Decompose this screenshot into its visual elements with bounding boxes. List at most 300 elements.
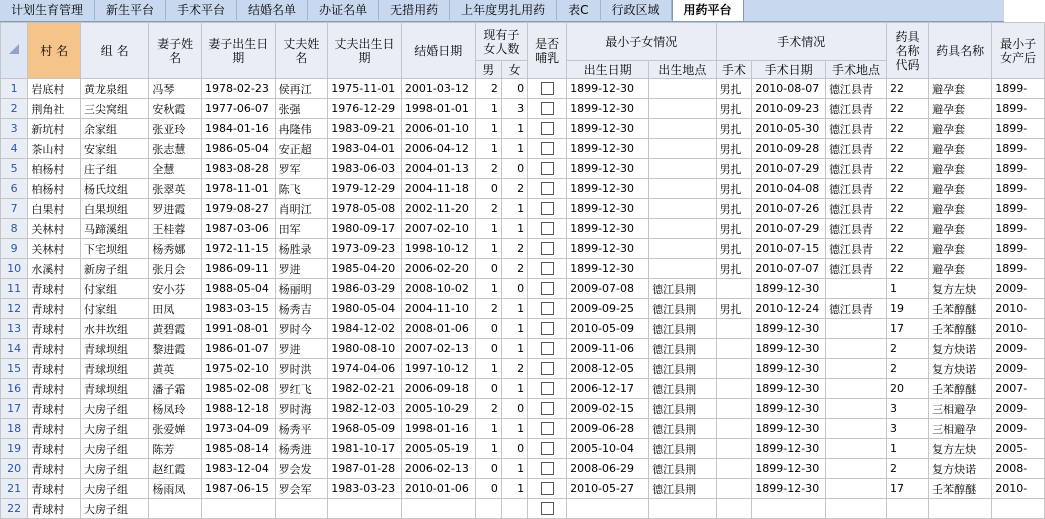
surgery-type-cell[interactable] <box>716 319 752 339</box>
drug-code-cell[interactable]: 22 <box>887 139 929 159</box>
drug-name-cell[interactable]: 壬苯醇醚 <box>929 479 992 499</box>
row-number[interactable]: 10 <box>1 259 28 279</box>
header-wife-name[interactable]: 妻子姓名 <box>149 23 202 79</box>
marry-date-cell[interactable]: 2001-03-12 <box>401 79 475 99</box>
surgery-type-cell[interactable]: 男扎 <box>716 219 752 239</box>
male-count-cell[interactable]: 2 <box>475 79 501 99</box>
birth-date-cell[interactable]: 1899-12-30 <box>567 239 649 259</box>
surgery-type-cell[interactable] <box>716 279 752 299</box>
surgery-place-cell[interactable]: 德江县青 <box>825 239 886 259</box>
last-col-cell[interactable]: 1899- <box>992 99 1045 119</box>
header-children[interactable]: 现有子女人数 <box>475 23 528 61</box>
wife-name-cell[interactable]: 安小芬 <box>149 279 202 299</box>
birth-date-cell[interactable]: 1899-12-30 <box>567 79 649 99</box>
surgery-date-cell[interactable]: 1899-12-30 <box>752 479 826 499</box>
checkbox-icon[interactable] <box>541 182 554 195</box>
row-number[interactable]: 15 <box>1 359 28 379</box>
group-cell[interactable]: 大房子组 <box>80 479 148 499</box>
village-cell[interactable]: 水溪村 <box>28 259 81 279</box>
female-count-cell[interactable]: 1 <box>501 219 527 239</box>
wife-name-cell[interactable]: 杨雨凤 <box>149 479 202 499</box>
female-count-cell[interactable]: 2 <box>501 179 527 199</box>
drug-name-cell[interactable]: 避孕套 <box>929 259 992 279</box>
wife-name-cell[interactable]: 杨凤玲 <box>149 399 202 419</box>
drug-code-cell[interactable]: 19 <box>887 299 929 319</box>
last-col-cell[interactable]: 1899- <box>992 199 1045 219</box>
tab-7[interactable]: 表C <box>557 0 600 20</box>
village-cell[interactable]: 茶山村 <box>28 139 81 159</box>
marry-date-cell[interactable]: 2007-02-13 <box>401 339 475 359</box>
header-drug-name[interactable]: 药具名称 <box>929 23 992 79</box>
birth-place-cell[interactable] <box>649 219 716 239</box>
checkbox-icon[interactable] <box>541 422 554 435</box>
female-count-cell[interactable]: 1 <box>501 299 527 319</box>
surgery-type-cell[interactable]: 男扎 <box>716 119 752 139</box>
birth-place-cell[interactable] <box>649 139 716 159</box>
surgery-type-cell[interactable] <box>716 359 752 379</box>
surgery-place-cell[interactable] <box>825 499 886 519</box>
last-col-cell[interactable]: 2010- <box>992 319 1045 339</box>
village-cell[interactable]: 青球村 <box>28 379 81 399</box>
birth-place-cell[interactable]: 德江县荆 <box>649 359 716 379</box>
male-count-cell[interactable]: 1 <box>475 219 501 239</box>
drug-code-cell[interactable]: 22 <box>887 199 929 219</box>
breastfeed-checkbox[interactable] <box>528 319 567 339</box>
birth-date-cell[interactable]: 2009-07-08 <box>567 279 649 299</box>
group-cell[interactable]: 青球坝组 <box>80 339 148 359</box>
birth-date-cell[interactable]: 2009-09-25 <box>567 299 649 319</box>
drug-name-cell[interactable]: 避孕套 <box>929 99 992 119</box>
marry-date-cell[interactable]: 1998-01-01 <box>401 99 475 119</box>
marry-date-cell[interactable]: 2004-11-18 <box>401 179 475 199</box>
row-number[interactable]: 6 <box>1 179 28 199</box>
table-row[interactable] <box>1 419 1045 439</box>
surgery-date-cell[interactable]: 2010-04-08 <box>752 179 826 199</box>
wife-name-cell[interactable]: 张亚玲 <box>149 119 202 139</box>
group-cell[interactable]: 付家组 <box>80 299 148 319</box>
marry-date-cell[interactable]: 2008-10-02 <box>401 279 475 299</box>
male-count-cell[interactable]: 1 <box>475 419 501 439</box>
husband-name-cell[interactable]: 罗红飞 <box>275 379 328 399</box>
breastfeed-checkbox[interactable] <box>528 499 567 519</box>
male-count-cell[interactable]: 0 <box>475 459 501 479</box>
header-group[interactable]: 组 名 <box>80 23 148 79</box>
header-last-col[interactable]: 最小子女产后 <box>992 23 1045 79</box>
last-col-cell[interactable]: 1899- <box>992 139 1045 159</box>
female-count-cell[interactable]: 1 <box>501 139 527 159</box>
surgery-type-cell[interactable] <box>716 459 752 479</box>
surgery-date-cell[interactable]: 1899-12-30 <box>752 379 826 399</box>
wife-name-cell[interactable]: 赵红霞 <box>149 459 202 479</box>
header-surgery-date[interactable]: 手术日期 <box>752 61 826 79</box>
surgery-date-cell[interactable]: 1899-12-30 <box>752 459 826 479</box>
tab-2[interactable]: 手术平台 <box>166 0 237 20</box>
group-cell[interactable]: 黄龙泉组 <box>80 79 148 99</box>
checkbox-icon[interactable] <box>541 162 554 175</box>
surgery-place-cell[interactable] <box>825 319 886 339</box>
drug-name-cell[interactable]: 壬苯醇醚 <box>929 379 992 399</box>
wife-name-cell[interactable]: 黄碧霞 <box>149 319 202 339</box>
marry-date-cell[interactable]: 2008-01-06 <box>401 319 475 339</box>
wife-birth-cell[interactable]: 1973-04-09 <box>201 419 275 439</box>
surgery-date-cell[interactable]: 2010-07-07 <box>752 259 826 279</box>
birth-date-cell[interactable]: 1899-12-30 <box>567 199 649 219</box>
table-row[interactable] <box>1 299 1045 319</box>
drug-name-cell[interactable]: 避孕套 <box>929 199 992 219</box>
table-row[interactable] <box>1 259 1045 279</box>
male-count-cell[interactable]: 0 <box>475 379 501 399</box>
drug-code-cell[interactable]: 22 <box>887 179 929 199</box>
last-col-cell[interactable]: 1899- <box>992 219 1045 239</box>
header-birth-place[interactable]: 出生地点 <box>649 61 716 79</box>
drug-code-cell[interactable]: 22 <box>887 219 929 239</box>
breastfeed-checkbox[interactable] <box>528 359 567 379</box>
wife-name-cell[interactable]: 张志慧 <box>149 139 202 159</box>
husband-name-cell[interactable]: 陈飞 <box>275 179 328 199</box>
row-number[interactable]: 17 <box>1 399 28 419</box>
group-cell[interactable]: 大房子组 <box>80 499 148 519</box>
village-cell[interactable]: 荆角社 <box>28 99 81 119</box>
row-number[interactable]: 11 <box>1 279 28 299</box>
wife-name-cell[interactable]: 张月会 <box>149 259 202 279</box>
wife-birth-cell[interactable]: 1978-02-23 <box>201 79 275 99</box>
breastfeed-checkbox[interactable] <box>528 199 567 219</box>
checkbox-icon[interactable] <box>541 442 554 455</box>
header-female[interactable]: 女 <box>501 61 527 79</box>
table-row[interactable] <box>1 199 1045 219</box>
tab-0[interactable]: 计划生育管理 <box>0 0 95 20</box>
surgery-type-cell[interactable] <box>716 399 752 419</box>
female-count-cell[interactable]: 3 <box>501 99 527 119</box>
last-col-cell[interactable]: 2009- <box>992 359 1045 379</box>
drug-code-cell[interactable]: 2 <box>887 459 929 479</box>
female-count-cell[interactable]: 2 <box>501 359 527 379</box>
birth-date-cell[interactable]: 2010-05-09 <box>567 319 649 339</box>
wife-name-cell[interactable]: 张翠英 <box>149 179 202 199</box>
wife-birth-cell[interactable]: 1983-12-04 <box>201 459 275 479</box>
village-cell[interactable]: 白果村 <box>28 199 81 219</box>
wife-name-cell[interactable] <box>149 499 202 519</box>
surgery-date-cell[interactable]: 2010-07-15 <box>752 239 826 259</box>
male-count-cell[interactable]: 0 <box>475 319 501 339</box>
header-surgery-place[interactable]: 手术地点 <box>825 61 886 79</box>
tab-3[interactable]: 结婚名单 <box>237 0 308 20</box>
group-cell[interactable]: 大房子组 <box>80 459 148 479</box>
header-husband-birth[interactable]: 丈夫出生日期 <box>328 23 402 79</box>
breastfeed-checkbox[interactable] <box>528 79 567 99</box>
checkbox-icon[interactable] <box>541 262 554 275</box>
marry-date-cell[interactable]: 2006-01-10 <box>401 119 475 139</box>
checkbox-icon[interactable] <box>541 82 554 95</box>
surgery-date-cell[interactable]: 1899-12-30 <box>752 359 826 379</box>
last-col-cell[interactable]: 1899- <box>992 179 1045 199</box>
female-count-cell[interactable]: 2 <box>501 239 527 259</box>
row-number[interactable]: 20 <box>1 459 28 479</box>
birth-date-cell[interactable]: 2005-10-04 <box>567 439 649 459</box>
checkbox-icon[interactable] <box>541 382 554 395</box>
row-number[interactable]: 12 <box>1 299 28 319</box>
last-col-cell[interactable]: 2010- <box>992 479 1045 499</box>
male-count-cell[interactable]: 1 <box>475 119 501 139</box>
table-row[interactable] <box>1 399 1045 419</box>
birth-date-cell[interactable]: 1899-12-30 <box>567 159 649 179</box>
surgery-date-cell[interactable]: 1899-12-30 <box>752 439 826 459</box>
last-col-cell[interactable]: 2005- <box>992 439 1045 459</box>
surgery-date-cell[interactable]: 2010-07-29 <box>752 159 826 179</box>
husband-name-cell[interactable]: 罗会军 <box>275 479 328 499</box>
wife-name-cell[interactable]: 安秋霞 <box>149 99 202 119</box>
surgery-date-cell[interactable]: 2010-12-24 <box>752 299 826 319</box>
row-number[interactable]: 5 <box>1 159 28 179</box>
breastfeed-checkbox[interactable] <box>528 119 567 139</box>
wife-birth-cell[interactable]: 1983-03-15 <box>201 299 275 319</box>
surgery-place-cell[interactable] <box>825 339 886 359</box>
surgery-place-cell[interactable]: 德江县青 <box>825 259 886 279</box>
wife-birth-cell[interactable]: 1977-06-07 <box>201 99 275 119</box>
wife-birth-cell[interactable]: 1986-05-04 <box>201 139 275 159</box>
surgery-place-cell[interactable] <box>825 359 886 379</box>
birth-place-cell[interactable] <box>649 239 716 259</box>
birth-place-cell[interactable] <box>649 159 716 179</box>
birth-place-cell[interactable]: 德江县荆 <box>649 459 716 479</box>
village-cell[interactable]: 青球村 <box>28 419 81 439</box>
marry-date-cell[interactable]: 2004-11-10 <box>401 299 475 319</box>
wife-birth-cell[interactable]: 1988-12-18 <box>201 399 275 419</box>
drug-code-cell[interactable]: 20 <box>887 379 929 399</box>
surgery-type-cell[interactable] <box>716 379 752 399</box>
marry-date-cell[interactable]: 2006-04-12 <box>401 139 475 159</box>
row-number[interactable]: 7 <box>1 199 28 219</box>
surgery-place-cell[interactable] <box>825 399 886 419</box>
husband-birth-cell[interactable]: 1979-12-29 <box>328 179 402 199</box>
village-cell[interactable]: 关林村 <box>28 239 81 259</box>
checkbox-icon[interactable] <box>541 202 554 215</box>
table-row[interactable] <box>1 339 1045 359</box>
drug-code-cell[interactable]: 17 <box>887 479 929 499</box>
group-cell[interactable]: 新房子组 <box>80 259 148 279</box>
wife-birth-cell[interactable]: 1985-08-14 <box>201 439 275 459</box>
birth-place-cell[interactable] <box>649 79 716 99</box>
surgery-type-cell[interactable]: 男扎 <box>716 179 752 199</box>
village-cell[interactable]: 青球村 <box>28 339 81 359</box>
village-cell[interactable]: 柏杨村 <box>28 159 81 179</box>
header-youngest-child[interactable]: 最小子女情况 <box>567 23 716 61</box>
wife-birth-cell[interactable]: 1991-08-01 <box>201 319 275 339</box>
husband-name-cell[interactable]: 安正超 <box>275 139 328 159</box>
husband-birth-cell[interactable]: 1981-10-17 <box>328 439 402 459</box>
husband-name-cell[interactable]: 张强 <box>275 99 328 119</box>
surgery-place-cell[interactable] <box>825 479 886 499</box>
tab-9[interactable]: 用药平台 <box>672 0 744 21</box>
group-cell[interactable]: 杨氏坟组 <box>80 179 148 199</box>
row-number[interactable]: 14 <box>1 339 28 359</box>
husband-birth-cell[interactable]: 1984-12-02 <box>328 319 402 339</box>
husband-birth-cell[interactable]: 1974-04-06 <box>328 359 402 379</box>
village-cell[interactable]: 青球村 <box>28 439 81 459</box>
surgery-place-cell[interactable] <box>825 379 886 399</box>
wife-name-cell[interactable]: 田凤 <box>149 299 202 319</box>
table-row[interactable] <box>1 119 1045 139</box>
husband-name-cell[interactable]: 罗军 <box>275 159 328 179</box>
male-count-cell[interactable]: 1 <box>475 279 501 299</box>
surgery-type-cell[interactable]: 男扎 <box>716 259 752 279</box>
surgery-date-cell[interactable]: 2010-05-30 <box>752 119 826 139</box>
table-row[interactable] <box>1 179 1045 199</box>
wife-name-cell[interactable]: 潘子霜 <box>149 379 202 399</box>
husband-birth-cell[interactable]: 1978-05-08 <box>328 199 402 219</box>
surgery-place-cell[interactable]: 德江县青 <box>825 219 886 239</box>
breastfeed-checkbox[interactable] <box>528 459 567 479</box>
female-count-cell[interactable]: 0 <box>501 399 527 419</box>
female-count-cell[interactable]: 2 <box>501 259 527 279</box>
male-count-cell[interactable]: 2 <box>475 299 501 319</box>
row-number[interactable]: 4 <box>1 139 28 159</box>
breastfeed-checkbox[interactable] <box>528 159 567 179</box>
table-row[interactable] <box>1 139 1045 159</box>
wife-name-cell[interactable]: 陈芳 <box>149 439 202 459</box>
husband-name-cell[interactable]: 肖明江 <box>275 199 328 219</box>
husband-name-cell[interactable]: 杨秀进 <box>275 439 328 459</box>
checkbox-icon[interactable] <box>541 482 554 495</box>
drug-code-cell[interactable]: 2 <box>887 359 929 379</box>
breastfeed-checkbox[interactable] <box>528 439 567 459</box>
table-row[interactable] <box>1 239 1045 259</box>
birth-place-cell[interactable]: 德江县荆 <box>649 439 716 459</box>
header-marry-date[interactable]: 结婚日期 <box>401 23 475 79</box>
table-row[interactable] <box>1 499 1045 519</box>
drug-name-cell[interactable]: 避孕套 <box>929 239 992 259</box>
village-cell[interactable]: 青球村 <box>28 479 81 499</box>
table-row[interactable] <box>1 279 1045 299</box>
group-cell[interactable]: 马蹄溪组 <box>80 219 148 239</box>
wife-birth-cell[interactable] <box>201 499 275 519</box>
table-row[interactable] <box>1 359 1045 379</box>
birth-date-cell[interactable]: 1899-12-30 <box>567 99 649 119</box>
surgery-place-cell[interactable] <box>825 459 886 479</box>
drug-code-cell[interactable]: 22 <box>887 79 929 99</box>
village-cell[interactable]: 新坑村 <box>28 119 81 139</box>
drug-code-cell[interactable]: 22 <box>887 99 929 119</box>
checkbox-icon[interactable] <box>541 282 554 295</box>
husband-birth-cell[interactable]: 1983-04-01 <box>328 139 402 159</box>
husband-birth-cell[interactable]: 1980-09-17 <box>328 219 402 239</box>
breastfeed-checkbox[interactable] <box>528 219 567 239</box>
group-cell[interactable]: 白果坝组 <box>80 199 148 219</box>
surgery-date-cell[interactable]: 2010-09-28 <box>752 139 826 159</box>
drug-name-cell[interactable]: 复方左炔 <box>929 439 992 459</box>
checkbox-icon[interactable] <box>541 222 554 235</box>
tab-6[interactable]: 上年度男扎用药 <box>450 0 557 20</box>
drug-name-cell[interactable]: 避孕套 <box>929 179 992 199</box>
table-row[interactable] <box>1 99 1045 119</box>
village-cell[interactable]: 岩底村 <box>28 79 81 99</box>
husband-birth-cell[interactable]: 1982-12-03 <box>328 399 402 419</box>
male-count-cell[interactable]: 0 <box>475 259 501 279</box>
village-cell[interactable]: 关林村 <box>28 219 81 239</box>
drug-name-cell[interactable]: 复方左炔 <box>929 279 992 299</box>
wife-birth-cell[interactable]: 1983-08-28 <box>201 159 275 179</box>
checkbox-icon[interactable] <box>541 302 554 315</box>
group-cell[interactable]: 大房子组 <box>80 399 148 419</box>
birth-place-cell[interactable]: 德江县荆 <box>649 399 716 419</box>
birth-place-cell[interactable] <box>649 179 716 199</box>
row-number[interactable]: 3 <box>1 119 28 139</box>
birth-date-cell[interactable]: 2009-02-15 <box>567 399 649 419</box>
birth-place-cell[interactable] <box>649 119 716 139</box>
breastfeed-checkbox[interactable] <box>528 399 567 419</box>
surgery-type-cell[interactable] <box>716 479 752 499</box>
checkbox-icon[interactable] <box>541 402 554 415</box>
husband-birth-cell[interactable]: 1980-08-10 <box>328 339 402 359</box>
husband-name-cell[interactable] <box>275 499 328 519</box>
surgery-date-cell[interactable]: 1899-12-30 <box>752 399 826 419</box>
row-number[interactable]: 13 <box>1 319 28 339</box>
drug-code-cell[interactable]: 1 <box>887 439 929 459</box>
row-number[interactable]: 16 <box>1 379 28 399</box>
breastfeed-checkbox[interactable] <box>528 479 567 499</box>
surgery-date-cell[interactable]: 2010-09-23 <box>752 99 826 119</box>
breastfeed-checkbox[interactable] <box>528 299 567 319</box>
marry-date-cell[interactable]: 2002-11-20 <box>401 199 475 219</box>
wife-birth-cell[interactable]: 1984-01-16 <box>201 119 275 139</box>
surgery-place-cell[interactable]: 德江县青 <box>825 179 886 199</box>
last-col-cell[interactable]: 2009- <box>992 399 1045 419</box>
village-cell[interactable]: 青球村 <box>28 279 81 299</box>
village-cell[interactable]: 青球村 <box>28 399 81 419</box>
wife-name-cell[interactable]: 张爱婵 <box>149 419 202 439</box>
surgery-place-cell[interactable] <box>825 439 886 459</box>
breastfeed-checkbox[interactable] <box>528 339 567 359</box>
female-count-cell[interactable]: 1 <box>501 319 527 339</box>
drug-name-cell[interactable]: 三相避孕 <box>929 399 992 419</box>
group-cell[interactable]: 水井坎组 <box>80 319 148 339</box>
marry-date-cell[interactable]: 2010-01-06 <box>401 479 475 499</box>
husband-name-cell[interactable]: 罗时海 <box>275 399 328 419</box>
surgery-date-cell[interactable]: 1899-12-30 <box>752 279 826 299</box>
female-count-cell[interactable]: 1 <box>501 199 527 219</box>
tab-8[interactable]: 行政区域 <box>601 0 672 20</box>
drug-name-cell[interactable]: 壬苯醇醚 <box>929 319 992 339</box>
birth-place-cell[interactable]: 德江县荆 <box>649 419 716 439</box>
village-cell[interactable]: 青球村 <box>28 299 81 319</box>
checkbox-icon[interactable] <box>541 462 554 475</box>
wife-birth-cell[interactable]: 1986-01-07 <box>201 339 275 359</box>
male-count-cell[interactable]: 1 <box>475 99 501 119</box>
wife-birth-cell[interactable]: 1978-11-01 <box>201 179 275 199</box>
surgery-type-cell[interactable] <box>716 499 752 519</box>
header-surgery[interactable]: 手术情况 <box>716 23 886 61</box>
surgery-place-cell[interactable]: 德江县青 <box>825 299 886 319</box>
surgery-type-cell[interactable]: 男扎 <box>716 79 752 99</box>
wife-birth-cell[interactable]: 1987-06-15 <box>201 479 275 499</box>
birth-date-cell[interactable]: 1899-12-30 <box>567 259 649 279</box>
header-wife-birth[interactable]: 妻子出生日期 <box>201 23 275 79</box>
row-number[interactable]: 1 <box>1 79 28 99</box>
group-cell[interactable]: 庄子组 <box>80 159 148 179</box>
drug-code-cell[interactable]: 22 <box>887 119 929 139</box>
male-count-cell[interactable]: 2 <box>475 199 501 219</box>
select-all-corner[interactable] <box>1 23 28 79</box>
wife-name-cell[interactable]: 罗进霞 <box>149 199 202 219</box>
drug-code-cell[interactable]: 3 <box>887 399 929 419</box>
husband-name-cell[interactable]: 杨秀吉 <box>275 299 328 319</box>
wife-name-cell[interactable]: 全慧 <box>149 159 202 179</box>
surgery-place-cell[interactable]: 德江县青 <box>825 119 886 139</box>
drug-code-cell[interactable]: 17 <box>887 319 929 339</box>
last-col-cell[interactable]: 1899- <box>992 119 1045 139</box>
village-cell[interactable]: 青球村 <box>28 499 81 519</box>
husband-birth-cell[interactable] <box>328 499 402 519</box>
